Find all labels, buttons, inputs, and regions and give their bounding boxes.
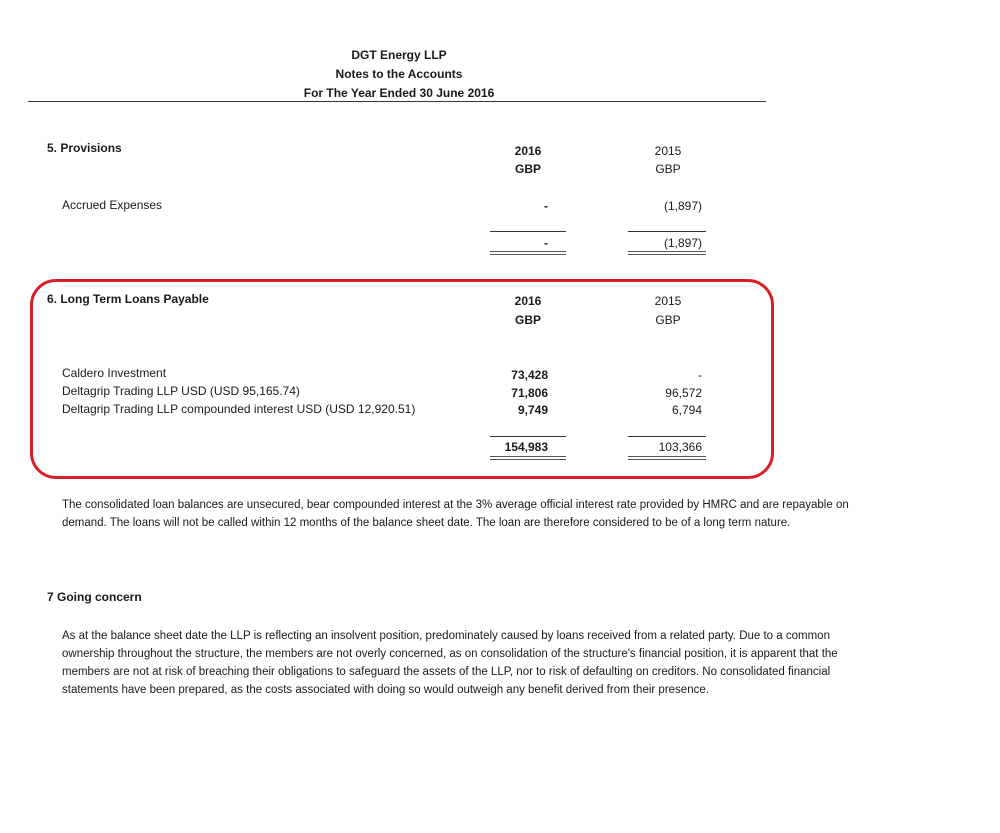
loans-col-2016-currency: GBP — [514, 313, 541, 327]
loans-row-2016: 73,428 — [511, 368, 548, 382]
provisions-heading: 5. Provisions — [47, 141, 122, 155]
loans-total-double-line-2016 — [490, 456, 566, 460]
loans-subtotal-line-2015 — [628, 436, 706, 437]
loans-heading: 6. Long Term Loans Payable — [47, 292, 209, 306]
provisions-total-2016: - — [544, 236, 548, 250]
provisions-col-2015-year: 2015 — [654, 144, 682, 158]
going-concern-heading: 7 Going concern — [47, 590, 142, 604]
loans-note: The consolidated loan balances are unsecured, bear compounded interest at the 3% average official interest rate provided by HMRC and are repayable on demand. The loans will not be called within 12 months of the balance sheet date. The loan are therefore considered to be of a long term nature. — [62, 499, 849, 529]
loans-col-2016-year: 2016 — [514, 294, 542, 308]
provisions-subtotal-line-2016 — [490, 231, 566, 232]
loans-col-2015-currency: GBP — [655, 313, 681, 327]
loans-total-double-line-2015 — [628, 456, 706, 460]
header-rule — [28, 101, 766, 102]
loans-total-2015: 103,366 — [658, 440, 702, 454]
loans-row-2015: 96,572 — [665, 386, 702, 400]
loans-row-label: Deltagrip Trading LLP USD (USD 95,165.74) — [62, 384, 300, 398]
loans-row-label: Caldero Investment — [62, 366, 167, 380]
period-label: For The Year Ended 30 June 2016 — [303, 86, 495, 100]
provisions-col-2016-currency: GBP — [514, 162, 541, 176]
going-concern-text: As at the balance sheet date the LLP is reflecting an insolvent position, predominately caused by loans received from a related party. Due to a common ownership throughout the structure, the members are not overly concerned, as on consolidation of the structure's financial position, it is apparent that the members are not at risk of breaching their obligations to safeguard the assets of the LLP, nor to risk of defaulting on creditors. No consolidated financial statements have been prepared, as the costs associated with doing so would outweigh any benefit derived from their presence. — [62, 630, 838, 696]
provisions-col-2015-currency: GBP — [655, 162, 681, 176]
provisions-total-double-line-2015 — [628, 251, 706, 255]
provisions-row-2015: (1,897) — [663, 199, 702, 213]
provisions-col-2016-year: 2016 — [514, 144, 542, 158]
provisions-total-2015: (1,897) — [663, 236, 702, 250]
provisions-row-2016: - — [544, 199, 548, 213]
provisions-total-double-line-2016 — [490, 251, 566, 255]
provisions-subtotal-line-2015 — [628, 231, 706, 232]
loans-row-2016: 9,749 — [517, 403, 548, 417]
loans-row-2016: 71,806 — [511, 386, 548, 400]
provisions-row-label: Accrued Expenses — [62, 198, 163, 212]
loans-row-2015: - — [698, 368, 702, 382]
loans-row-2015: 6,794 — [671, 403, 702, 417]
loans-subtotal-line-2016 — [490, 436, 566, 437]
document-title: Notes to the Accounts — [335, 67, 463, 81]
loans-col-2015-year: 2015 — [654, 294, 682, 308]
loans-row-label: Deltagrip Trading LLP compounded interest USD (USD 12,920.51) — [62, 402, 416, 416]
company-name: DGT Energy LLP — [351, 48, 447, 62]
loans-total-2016: 154,983 — [504, 440, 548, 454]
